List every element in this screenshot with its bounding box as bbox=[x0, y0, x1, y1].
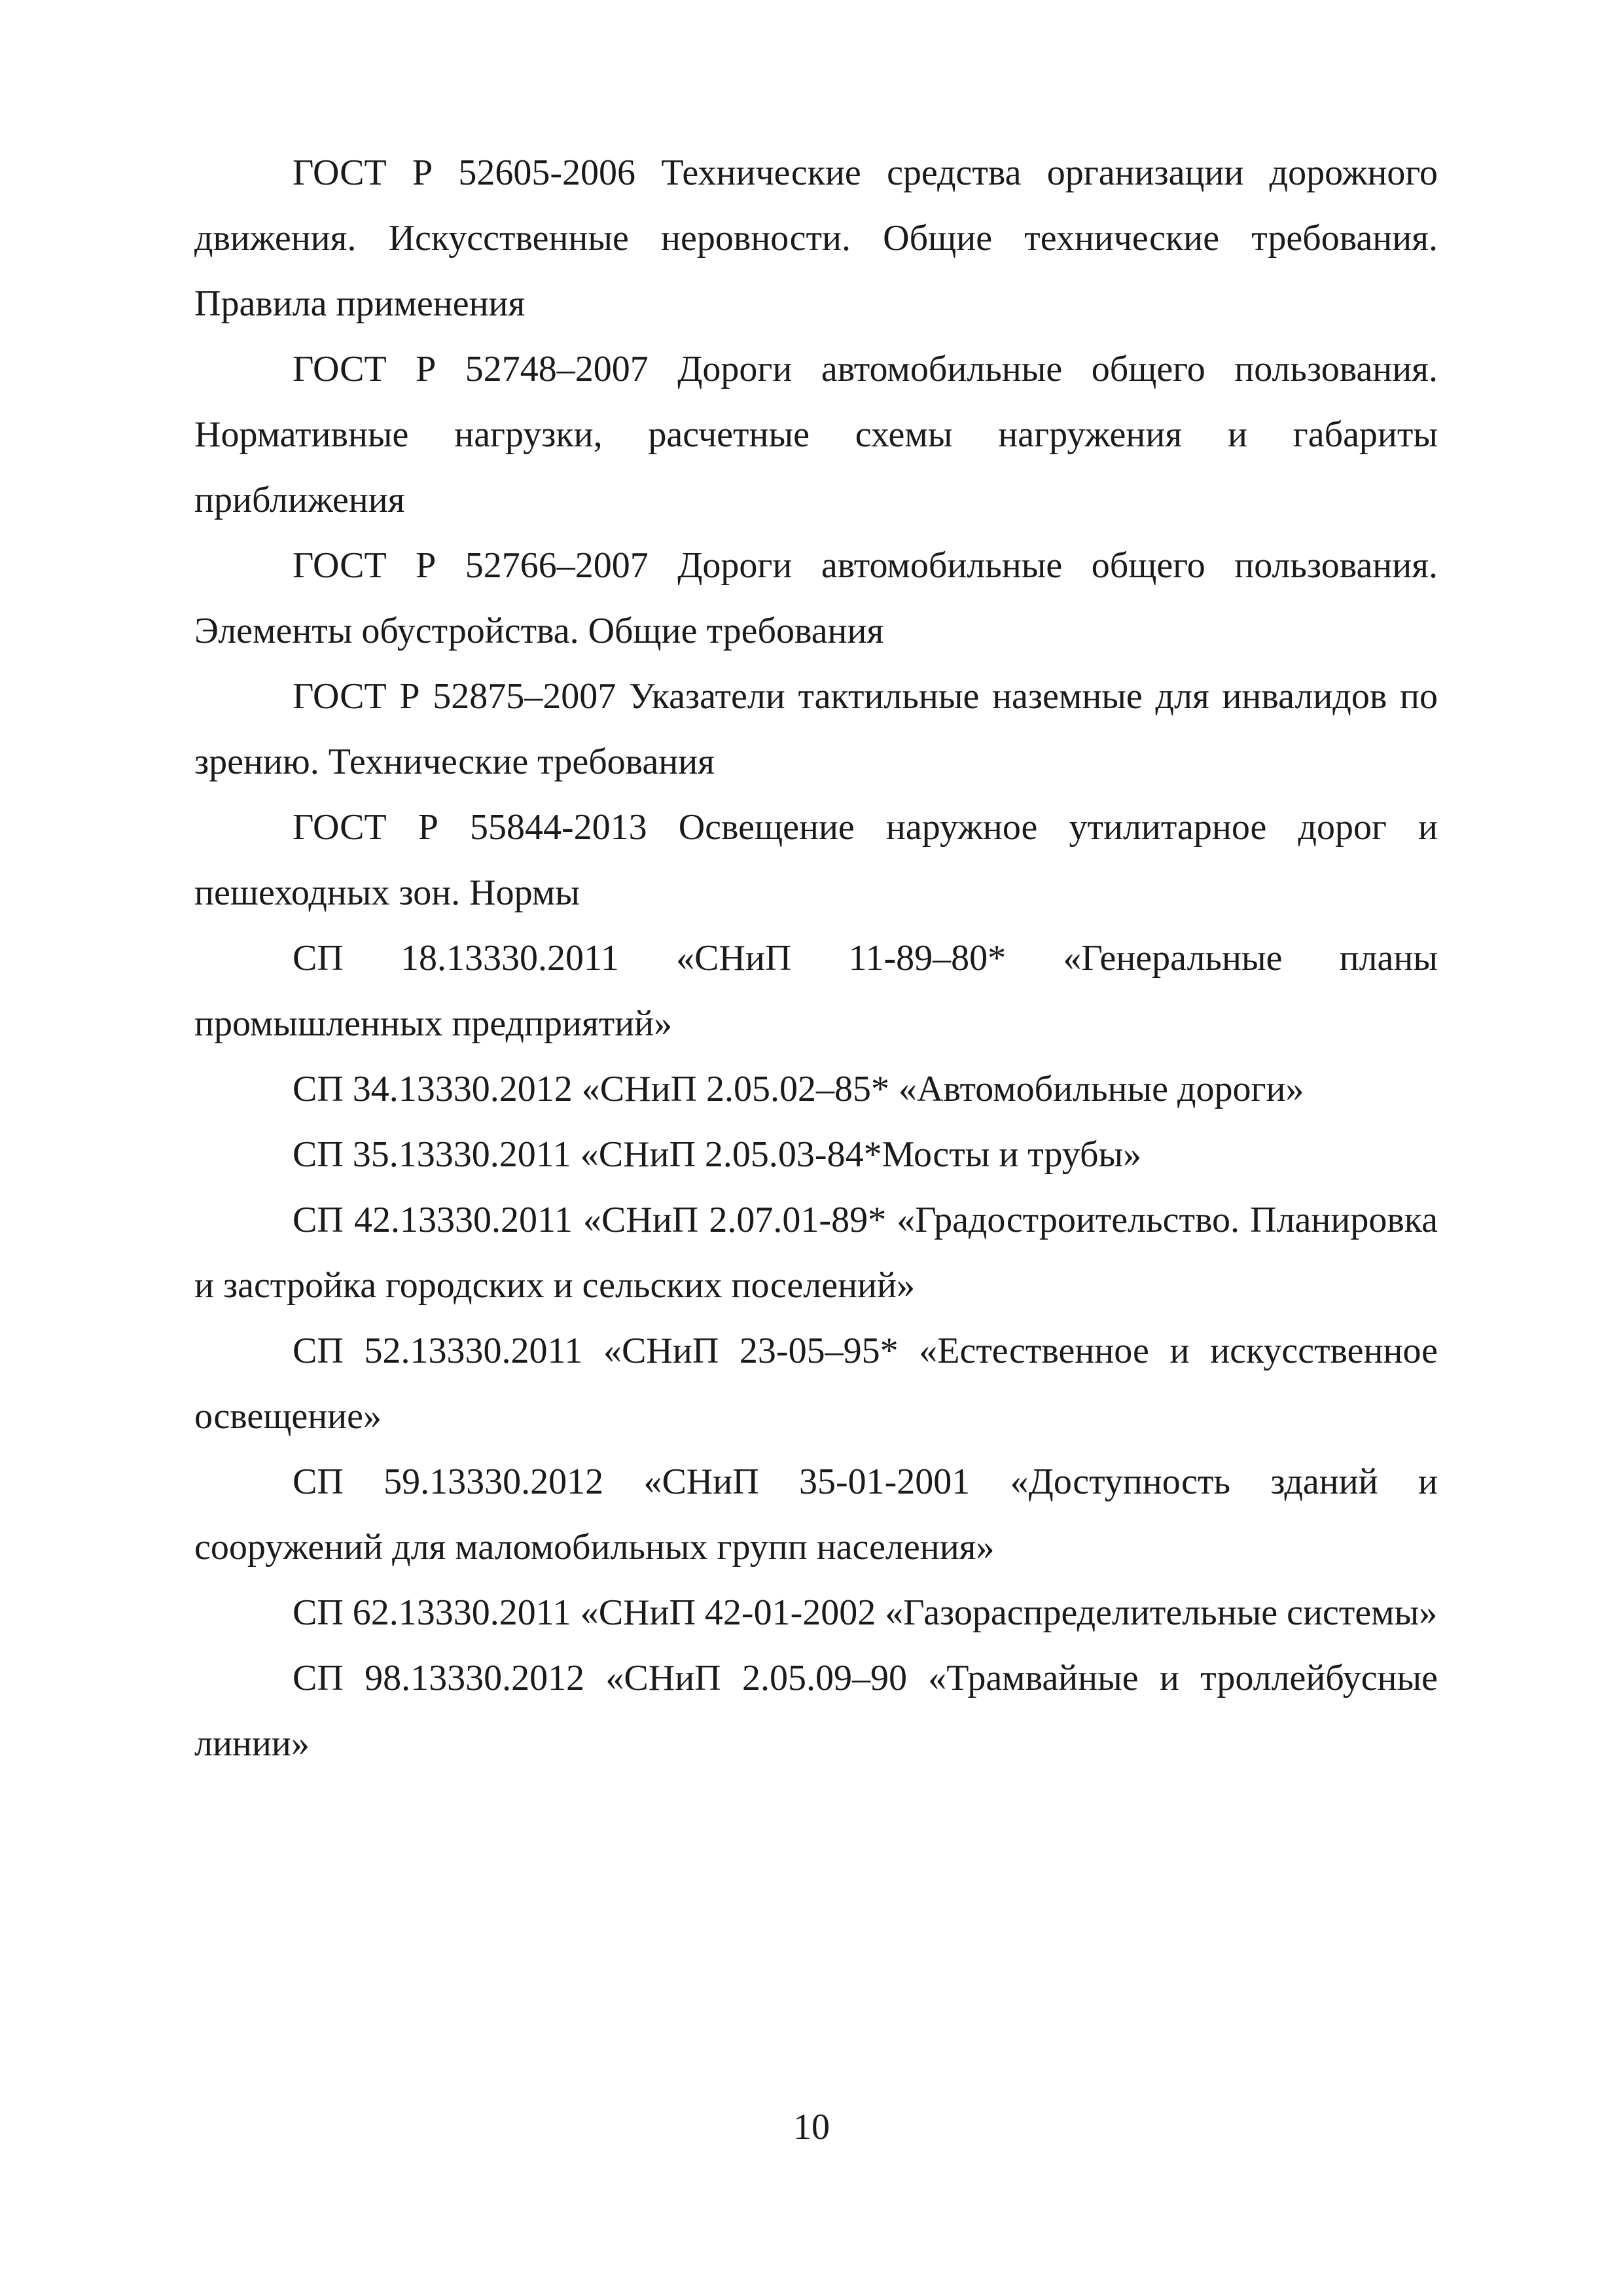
reference-list bbox=[194, 140, 1438, 1776]
reference-entry: ГОСТ Р 55844-2013 Освещение наружное утилитарное дорог и пешеходных зон. Нормы bbox=[194, 807, 1438, 913]
reference-entry: ГОСТ Р 52605-2006 Технические средства организации дорожного движения. Искусственные неровности. Общие технические требования. Правила применения bbox=[194, 152, 1438, 324]
reference-entry: СП 34.13330.2012 «СНиП 2.05.02–85* «Автомобильные дороги» bbox=[293, 1069, 1304, 1109]
reference-entry: СП 52.13330.2011 «СНиП 23-05–95* «Естественное и искусственное освещение» bbox=[194, 1331, 1438, 1437]
reference-entry: СП 59.13330.2012 «СНиП 35-01-2001 «Доступность зданий и сооружений для маломобильных групп населения» bbox=[194, 1462, 1438, 1568]
reference-entry: СП 42.13330.2011 «СНиП 2.07.01-89* «Градостроительство. Планировка и застройка городских и сельских поселений» bbox=[194, 1200, 1438, 1306]
reference-entry: ГОСТ Р 52748–2007 Дороги автомобильные общего пользования. Нормативные нагрузки, расчетные схемы нагружения и габариты приближения bbox=[194, 349, 1438, 520]
page-number: 10 bbox=[793, 2107, 830, 2147]
reference-entry: СП 18.13330.2011 «СНиП 11-89–80* «Генеральные планы промышленных предприятий» bbox=[194, 938, 1438, 1044]
reference-entry: ГОСТ Р 52766–2007 Дороги автомобильные общего пользования. Элементы обустройства. Общие требования bbox=[194, 545, 1438, 651]
reference-entry: ГОСТ Р 52875–2007 Указатели тактильные наземные для инвалидов по зрению. Технические требования bbox=[194, 676, 1438, 782]
reference-entry: СП 35.13330.2011 «СНиП 2.05.03-84*Мосты и трубы» bbox=[293, 1134, 1142, 1175]
reference-entry: СП 98.13330.2012 «СНиП 2.05.09–90 «Трамвайные и троллейбусные линии» bbox=[194, 1658, 1438, 1764]
reference-entry: СП 62.13330.2011 «СНиП 42-01-2002 «Газораспределительные системы» bbox=[293, 1592, 1438, 1633]
